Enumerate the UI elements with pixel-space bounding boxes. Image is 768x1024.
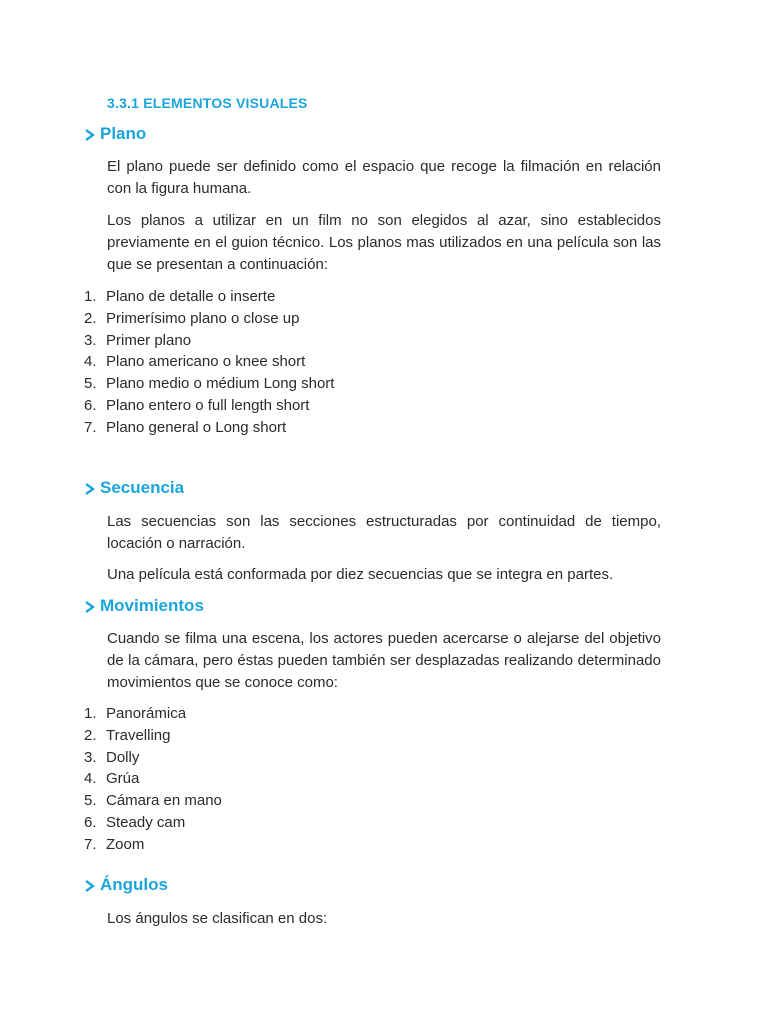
chevron-right-icon [84, 601, 95, 613]
paragraph: Los ángulos se clasifican en dos: [107, 910, 328, 927]
heading-label: Movimientos [100, 596, 204, 615]
heading-label: Plano [100, 124, 147, 143]
chevron-right-icon [84, 483, 95, 495]
paragraph: Una película está conformada por diez secuencias que se integra en partes. [107, 566, 614, 583]
heading-label: Secuencia [100, 478, 185, 497]
list-item: 5. Plano medio o médium Long short [84, 375, 335, 393]
paragraph: Cuando se filma una escena, los actores pueden acercarse o alejarse del objetivo de la cámara, pero éstas pueden también ser desplazadas realizando determinado movimientos que se conoce como: [107, 630, 661, 691]
section-title: 3.3.1 ELEMENTOS VISUALES [107, 95, 308, 111]
list-item: 4. Grúa [84, 770, 140, 788]
list-item: 7. Plano general o Long short [84, 418, 287, 436]
heading-angulos [84, 875, 168, 895]
numbered-list [84, 703, 222, 856]
list-item: 5. Cámara en mano [84, 792, 222, 810]
heading-movimientos [84, 596, 204, 616]
list-item: 3. Dolly [84, 748, 140, 766]
list-item: 6. Plano entero o full length short [84, 396, 310, 414]
heading-secuencia [84, 478, 184, 498]
paragraph: Los planos a utilizar en un film no son elegidos al azar, sino establecidos previamente en el guion técnico. Los planos mas utilizados en una película son las que se presentan a continuación: [107, 212, 661, 273]
list-item: 1. Panorámica [84, 705, 187, 722]
chevron-right-icon [84, 880, 95, 892]
list-item: 2. Travelling [84, 726, 171, 744]
list-item: 3. Primer plano [84, 331, 192, 349]
heading-plano [84, 124, 146, 144]
numbered-list [84, 286, 334, 439]
list-item: 7. Zoom [84, 835, 145, 853]
paragraph: El plano puede ser definido como el espacio que recoge la filmación en relación con la figura humana. [107, 158, 661, 197]
list-item: 4. Plano americano o knee short [84, 353, 306, 371]
heading-label: Ángulos [100, 875, 168, 894]
list-item: 1. Plano de detalle o inserte [84, 288, 276, 305]
paragraph: Las secuencias son las secciones estructuradas por continuidad de tiempo, locación o narración. [107, 513, 661, 552]
list-item: 2. Primerísimo plano o close up [84, 309, 300, 327]
list-item: 6. Steady cam [84, 813, 186, 831]
chevron-right-icon [84, 129, 95, 141]
